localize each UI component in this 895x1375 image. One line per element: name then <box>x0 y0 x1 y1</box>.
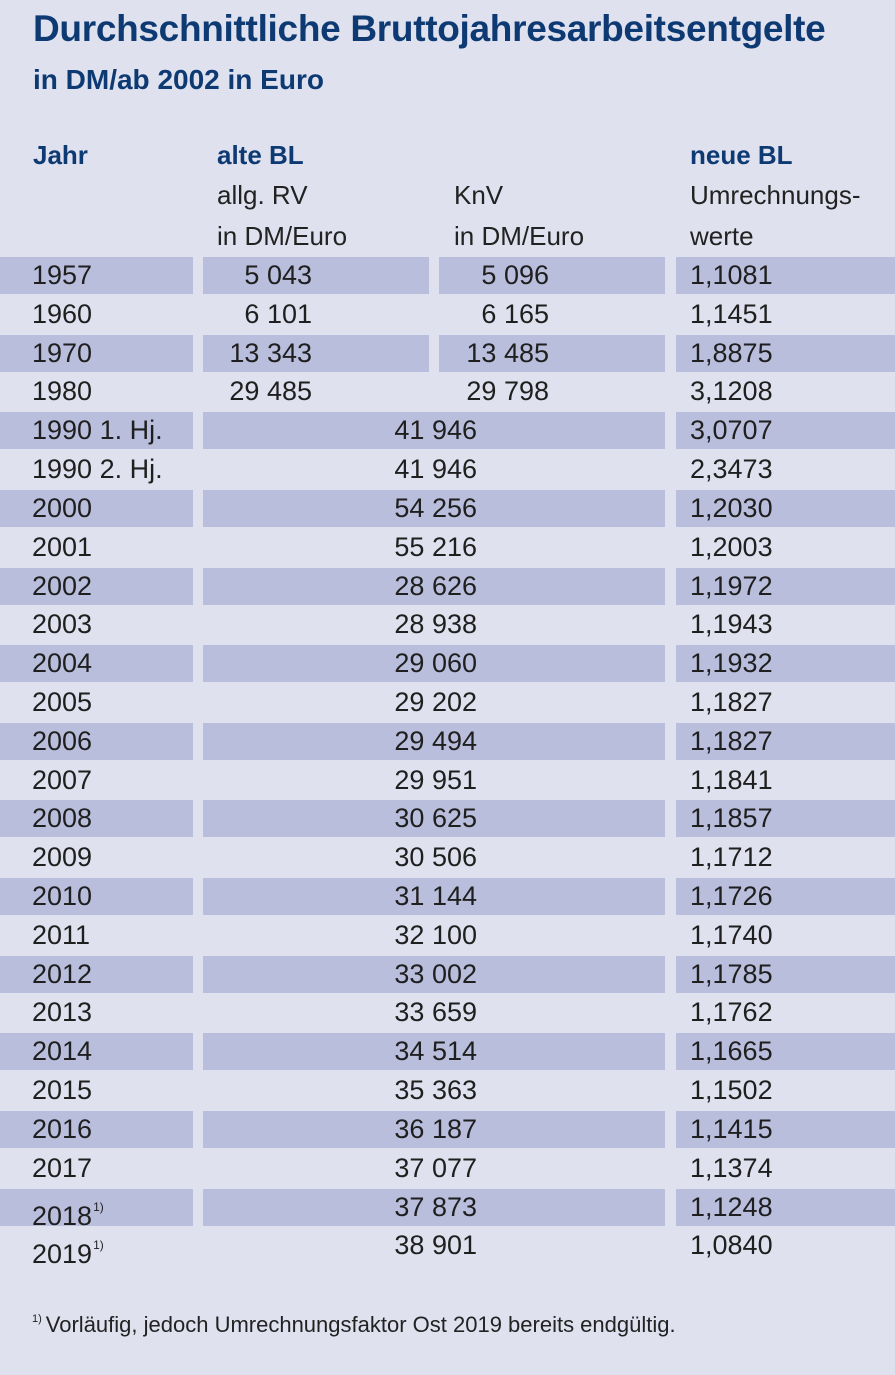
umrechnungswert-cell <box>676 296 895 333</box>
year-text: 2018 <box>32 1200 93 1231</box>
table-row <box>0 334 895 373</box>
table-row <box>0 799 895 838</box>
entgelt-cell <box>203 1072 665 1109</box>
entgelt-cell <box>203 839 665 876</box>
umrechnungswert-cell <box>676 451 895 488</box>
entgelt-text: 29 060 <box>394 648 477 679</box>
entgelt-text: 38 901 <box>394 1230 477 1261</box>
entgelt-cell <box>203 645 665 682</box>
umrechnungswert-cell <box>676 490 895 527</box>
entgelt-value <box>394 878 477 915</box>
year-value <box>32 723 92 760</box>
knv-text: 13 485 <box>466 337 549 368</box>
umrechnungswert-text: 1,1665 <box>690 1036 773 1067</box>
umrechnungswert-cell <box>676 1189 895 1226</box>
entgelt-value <box>394 1189 477 1226</box>
year-value <box>32 1150 92 1187</box>
year-text: 2013 <box>32 997 93 1028</box>
umrechnungswert-value <box>690 684 773 721</box>
year-text: 2004 <box>32 648 93 679</box>
entgelt-cell <box>203 1111 665 1148</box>
umrechnungswert-cell <box>676 762 895 799</box>
allg-rv-text: 6 101 <box>244 298 312 329</box>
year-cell <box>0 1189 193 1231</box>
umrechnungswert-value <box>690 878 773 915</box>
year-text: 2014 <box>32 1036 93 1067</box>
year-value <box>32 994 92 1031</box>
entgelt-text: 37 077 <box>394 1152 477 1183</box>
umrechnungswert-text: 1,1248 <box>690 1191 773 1222</box>
umrechnungswert-cell <box>676 684 895 721</box>
entgelt-cell <box>203 878 665 915</box>
entgelt-value <box>394 451 477 488</box>
year-value <box>32 1111 92 1148</box>
umrechnungswert-value <box>690 800 773 837</box>
year-cell <box>0 994 193 1031</box>
year-cell <box>0 568 193 605</box>
entgelt-cell <box>203 994 665 1031</box>
entgelt-text: 30 625 <box>394 803 477 834</box>
year-text: 2019 <box>32 1239 93 1270</box>
year-text: 2003 <box>32 609 93 640</box>
umrechnungswert-text: 1,1374 <box>690 1152 773 1183</box>
umrechnungswert-text: 1,1415 <box>690 1113 773 1144</box>
entgelt-cell <box>203 451 665 488</box>
year-value <box>32 1227 104 1273</box>
knv-cell <box>439 373 665 410</box>
umrechnungswert-cell <box>676 1033 895 1070</box>
umrechnungswert-text: 3,1208 <box>690 376 773 407</box>
knv-value <box>481 296 549 333</box>
entgelt-value <box>394 994 477 1031</box>
year-value <box>32 1033 92 1070</box>
year-cell <box>0 839 193 876</box>
year-value <box>32 373 92 410</box>
entgelt-cell <box>203 800 665 837</box>
year-text: 2011 <box>32 919 91 950</box>
entgelt-value <box>394 568 477 605</box>
table-row <box>0 411 895 450</box>
footnote-text: Vorläufig, jedoch Umrechnungsfaktor Ost 2019 bereits endgültig. <box>45 1312 676 1337</box>
umrechnungswert-text: 1,1972 <box>690 570 773 601</box>
umrechnungswert-cell <box>676 373 895 410</box>
table-row <box>0 1226 895 1270</box>
umrechnungswert-value <box>690 917 773 954</box>
year-cell <box>0 529 193 566</box>
umrechnungswert-cell <box>676 994 895 1031</box>
umrechnungswert-cell <box>676 917 895 954</box>
year-text: 2000 <box>32 492 93 523</box>
year-text: 1970 <box>32 337 93 368</box>
allg-rv-cell <box>203 335 429 372</box>
umrechnungswert-text: 1,1841 <box>690 764 773 795</box>
entgelt-cell <box>203 1189 665 1226</box>
entgelt-value <box>394 529 477 566</box>
entgelt-cell <box>203 684 665 721</box>
year-text: 1980 <box>32 376 93 407</box>
table-row <box>0 567 895 606</box>
entgelt-value <box>394 645 477 682</box>
entgelt-text: 28 626 <box>394 570 477 601</box>
entgelt-value <box>394 412 477 449</box>
entgelt-text: 41 946 <box>394 415 477 446</box>
year-cell <box>0 956 193 993</box>
table-row <box>0 916 895 955</box>
umrechnungswert-value <box>690 296 773 333</box>
umrechnungswert-value <box>690 490 773 527</box>
table-row <box>0 489 895 528</box>
year-text: 2005 <box>32 686 93 717</box>
entgelt-cell <box>203 568 665 605</box>
year-cell <box>0 762 193 799</box>
umrechnungswert-value <box>690 568 773 605</box>
year-text: 2001 <box>32 531 93 562</box>
umrechnungswert-text: 1,1712 <box>690 842 773 873</box>
entgelt-text: 36 187 <box>394 1113 477 1144</box>
footnote <box>31 1312 676 1338</box>
entgelt-text: 41 946 <box>394 454 477 485</box>
entgelt-text: 30 506 <box>394 842 477 873</box>
year-cell <box>0 645 193 682</box>
table-row <box>0 450 895 489</box>
page-subtitle: in DM/ab 2002 in Euro <box>33 64 324 95</box>
year-value <box>32 917 90 954</box>
knv-text: 6 165 <box>481 298 549 329</box>
allg-rv-cell <box>203 257 429 294</box>
umrechnungswert-text: 1,8875 <box>690 337 773 368</box>
allg-rv-text: 13 343 <box>229 337 312 368</box>
umrechnungswert-text: 1,1726 <box>690 881 773 911</box>
umrechnungswert-cell <box>676 568 895 605</box>
table-row <box>0 528 895 567</box>
year-cell <box>0 800 193 837</box>
entgelt-value <box>394 956 477 993</box>
allg-rv-cell <box>203 373 429 410</box>
umrechnungswert-text: 1,1943 <box>690 609 773 640</box>
umrechnungswert-value <box>690 529 773 566</box>
year-cell <box>0 335 193 372</box>
entgelt-value <box>394 723 477 760</box>
year-text: 2010 <box>32 881 93 911</box>
umrechnungswert-cell <box>676 956 895 993</box>
year-text: 1990 2. Hj. <box>32 454 163 485</box>
umrechnungswert-text: 3,0707 <box>690 415 773 446</box>
year-value <box>32 451 163 488</box>
table-row <box>0 1032 895 1071</box>
entgelt-text: 55 216 <box>394 531 477 562</box>
umrechnungswert-value <box>690 373 773 410</box>
header-alte-bl: alte BL <box>217 140 304 170</box>
year-value <box>32 412 163 449</box>
table-row <box>0 256 895 295</box>
knv-value <box>466 373 549 410</box>
umrechnungswert-cell <box>676 800 895 837</box>
table-row <box>0 722 895 761</box>
entgelt-cell <box>203 412 665 449</box>
umrechnungswert-value <box>690 606 773 643</box>
umrechnungswert-text: 1,0840 <box>690 1230 773 1261</box>
entgelt-value <box>394 1150 477 1187</box>
year-cell <box>0 412 193 449</box>
knv-text: 5 096 <box>481 260 549 290</box>
entgelt-cell <box>203 917 665 954</box>
year-cell <box>0 490 193 527</box>
year-cell <box>0 1111 193 1148</box>
umrechnungswert-text: 1,1932 <box>690 648 773 679</box>
umrechnungswert-cell <box>676 606 895 643</box>
year-value <box>32 762 92 799</box>
allg-rv-value <box>229 373 312 410</box>
entgelt-cell <box>203 490 665 527</box>
entgelt-cell <box>203 1033 665 1070</box>
entgelt-cell <box>203 956 665 993</box>
knv-cell <box>439 335 665 372</box>
umrechnungswert-value <box>690 1189 773 1226</box>
year-value <box>32 490 92 527</box>
umrechnungswert-value <box>690 1072 773 1109</box>
table-row <box>0 838 895 877</box>
allg-rv-text: 29 485 <box>229 376 312 407</box>
umrechnungswert-text: 1,1827 <box>690 725 773 756</box>
entgelt-cell <box>203 1227 665 1264</box>
year-cell <box>0 451 193 488</box>
year-cell <box>0 373 193 410</box>
entgelt-text: 31 144 <box>394 881 477 911</box>
allg-rv-value <box>244 257 312 294</box>
table-row <box>0 1149 895 1188</box>
entgelt-text: 28 938 <box>394 609 477 640</box>
year-value <box>32 684 92 721</box>
umrechnungswert-cell <box>676 1227 895 1264</box>
year-text: 2006 <box>32 725 93 756</box>
year-cell <box>0 1072 193 1109</box>
entgelt-value <box>394 1072 477 1109</box>
header-allg-rv-unit: in DM/Euro <box>217 221 348 251</box>
year-value <box>32 839 92 876</box>
table-row <box>0 993 895 1032</box>
umrechnungswert-cell <box>676 412 895 449</box>
year-cell <box>0 723 193 760</box>
year-text: 2002 <box>32 570 93 601</box>
table-row <box>0 605 895 644</box>
entgelt-value <box>394 490 477 527</box>
allg-rv-text: 5 043 <box>244 260 312 290</box>
year-text: 2015 <box>32 1075 93 1106</box>
table-row <box>0 761 895 800</box>
entgelt-text: 29 494 <box>394 725 477 756</box>
knv-text: 29 798 <box>466 376 549 407</box>
year-cell <box>0 1227 193 1270</box>
table-row <box>0 295 895 334</box>
year-text: 1957 <box>32 260 93 290</box>
year-cell <box>0 684 193 721</box>
umrechnungswert-value <box>690 412 773 449</box>
entgelt-cell <box>203 606 665 643</box>
umrechnungswert-value <box>690 645 773 682</box>
year-text: 1990 1. Hj. <box>32 415 163 446</box>
allg-rv-value <box>244 296 312 333</box>
entgelt-cell <box>203 1150 665 1187</box>
page-title: Durchschnittliche Bruttojahresarbeitsentgelte <box>33 8 826 49</box>
umrechnungswert-text: 1,2030 <box>690 492 773 523</box>
entgelt-value <box>394 1033 477 1070</box>
year-text: 1960 <box>32 298 93 329</box>
umrechnungswert-value <box>690 994 773 1031</box>
allg-rv-cell <box>203 296 429 333</box>
umrechnungswert-value <box>690 723 773 760</box>
allg-rv-value <box>229 335 312 372</box>
year-value <box>32 257 92 294</box>
entgelt-text: 34 514 <box>394 1036 477 1067</box>
header-allg-rv: allg. RV <box>217 180 308 210</box>
entgelt-value <box>394 1111 477 1148</box>
year-value <box>32 529 92 566</box>
knv-cell <box>439 296 665 333</box>
umrechnungswert-cell <box>676 1072 895 1109</box>
umrechnungswert-cell <box>676 645 895 682</box>
header-jahr: Jahr <box>33 140 88 170</box>
entgelt-text: 54 256 <box>394 492 477 523</box>
year-value <box>32 878 92 915</box>
table-row <box>0 955 895 994</box>
entgelt-text: 33 659 <box>394 997 477 1028</box>
year-cell <box>0 1150 193 1187</box>
footnote-ref: 1) <box>93 1199 104 1214</box>
year-cell <box>0 257 193 294</box>
umrechnungswert-value <box>690 956 773 993</box>
year-value <box>32 335 92 372</box>
year-text: 2009 <box>32 842 93 873</box>
year-value <box>32 296 92 333</box>
year-value <box>32 645 92 682</box>
header-umrechnung: Umrechnungs- <box>690 180 861 210</box>
entgelt-value <box>394 800 477 837</box>
entgelt-value <box>394 917 477 954</box>
header-neue-bl: neue BL <box>690 140 793 170</box>
year-text: 2007 <box>32 764 93 795</box>
table-row <box>0 877 895 916</box>
umrechnungswert-value <box>690 762 773 799</box>
entgelt-value <box>394 839 477 876</box>
umrechnungswert-text: 1,1502 <box>690 1075 773 1106</box>
entgelt-text: 33 002 <box>394 958 477 989</box>
umrechnungswert-text: 1,1827 <box>690 686 773 717</box>
table-row <box>0 683 895 722</box>
header-knv-unit: in DM/Euro <box>454 221 585 251</box>
entgelt-cell <box>203 723 665 760</box>
umrechnungswert-cell <box>676 335 895 372</box>
umrechnungswert-text: 1,2003 <box>690 531 773 562</box>
entgelt-value <box>394 1227 477 1264</box>
umrechnungswert-cell <box>676 529 895 566</box>
umrechnungswert-value <box>690 1227 773 1264</box>
knv-cell <box>439 257 665 294</box>
umrechnungswert-text: 1,1785 <box>690 958 773 989</box>
year-value <box>32 800 92 837</box>
table-row <box>0 1188 895 1231</box>
umrechnungswert-text: 1,1740 <box>690 919 773 950</box>
year-cell <box>0 1033 193 1070</box>
umrechnungswert-cell <box>676 257 895 294</box>
year-cell <box>0 296 193 333</box>
entgelt-cell <box>203 529 665 566</box>
umrechnungswert-value <box>690 1033 773 1070</box>
year-value <box>32 606 92 643</box>
year-text: 2017 <box>32 1152 93 1183</box>
year-text: 2008 <box>32 803 93 834</box>
entgelt-value <box>394 606 477 643</box>
umrechnungswert-cell <box>676 723 895 760</box>
umrechnungswert-cell <box>676 878 895 915</box>
umrechnungswert-text: 1,1081 <box>690 260 773 290</box>
umrechnungswert-cell <box>676 1150 895 1187</box>
data-table-body <box>0 256 895 1270</box>
umrechnungswert-value <box>690 451 773 488</box>
entgelt-text: 29 202 <box>394 686 477 717</box>
knv-value <box>481 257 549 294</box>
header-umrechnung-werte: werte <box>690 221 754 251</box>
footnote-marker: 1) <box>32 1313 42 1325</box>
umrechnungswert-value <box>690 335 773 372</box>
table-row <box>0 1071 895 1110</box>
entgelt-text: 29 951 <box>394 764 477 795</box>
umrechnungswert-cell <box>676 839 895 876</box>
entgelt-text: 35 363 <box>394 1075 477 1106</box>
umrechnungswert-value <box>690 1150 773 1187</box>
entgelt-cell <box>203 762 665 799</box>
year-value <box>32 956 92 993</box>
table-row <box>0 372 895 411</box>
entgelt-value <box>394 684 477 721</box>
header-knv: KnV <box>454 180 504 210</box>
year-cell <box>0 917 193 954</box>
umrechnungswert-text: 1,1857 <box>690 803 773 834</box>
table-row <box>0 644 895 683</box>
entgelt-text: 37 873 <box>394 1191 477 1222</box>
footnote-ref: 1) <box>93 1238 104 1253</box>
umrechnungswert-value <box>690 839 773 876</box>
table-row <box>0 1110 895 1149</box>
year-cell <box>0 878 193 915</box>
umrechnungswert-value <box>690 1111 773 1148</box>
knv-value <box>466 335 549 372</box>
year-value <box>32 568 92 605</box>
umrechnungswert-text: 2,3473 <box>690 454 773 485</box>
year-text: 2016 <box>32 1113 93 1144</box>
umrechnungswert-text: 1,1762 <box>690 997 773 1028</box>
umrechnungswert-text: 1,1451 <box>690 298 773 329</box>
year-text: 2012 <box>32 958 93 989</box>
entgelt-value <box>394 762 477 799</box>
entgelt-text: 32 100 <box>394 919 477 950</box>
year-value <box>32 1072 92 1109</box>
year-cell <box>0 606 193 643</box>
umrechnungswert-value <box>690 257 773 294</box>
umrechnungswert-cell <box>676 1111 895 1148</box>
